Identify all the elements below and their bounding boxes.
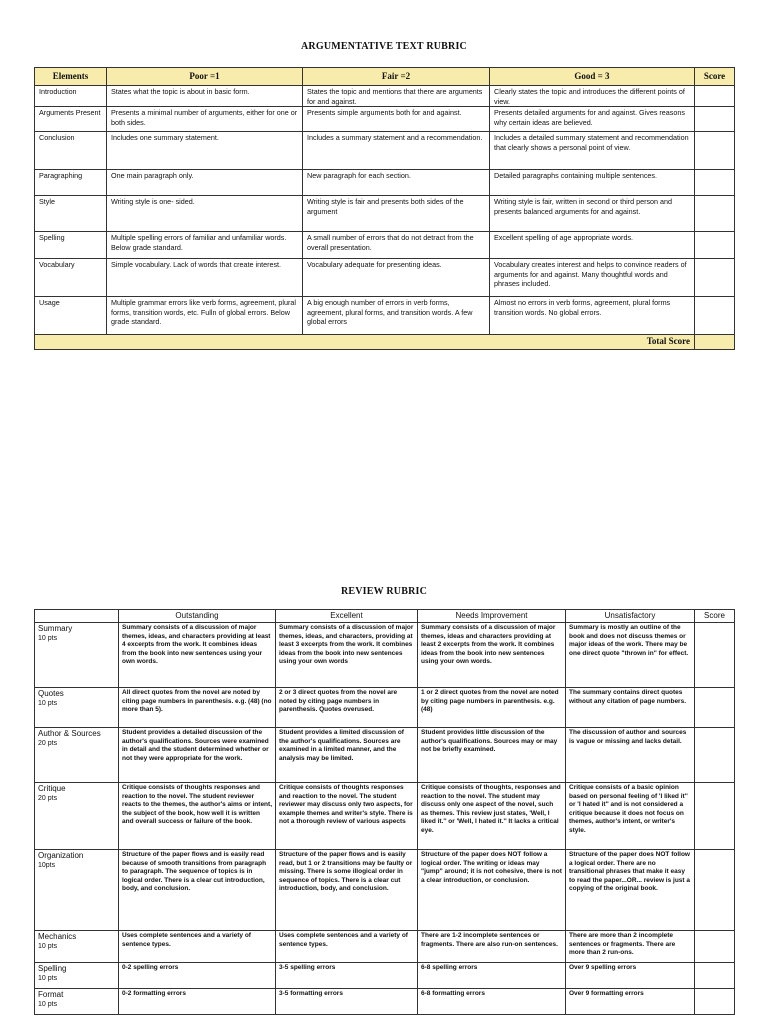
table-row [35, 132, 735, 170]
poor-cell: Multiple grammar errors like verb forms, agreement, plural forms, transition words, etc. Fulln of global errors. Below grade standard. [107, 297, 303, 335]
fair-cell: A big enough number of errors in verb forms, agreement, plural forms, and transition words. A few global errors [303, 297, 490, 335]
criterion-name: Spelling [38, 964, 67, 973]
header-outstanding: Outstanding [119, 610, 276, 623]
criterion-name: Critique [38, 784, 66, 793]
table-row [35, 86, 735, 107]
score-cell[interactable] [695, 232, 735, 259]
fair-cell: Vocabulary adequate for presenting ideas. [303, 259, 490, 297]
score-cell[interactable] [695, 728, 735, 783]
outstanding-cell: Uses complete sentences and a variety of sentence types. [119, 931, 276, 963]
criterion-points: 10 pts [38, 635, 58, 642]
table-row [35, 623, 735, 688]
score-cell[interactable] [695, 989, 735, 1015]
table-row [35, 989, 735, 1015]
criterion-points: 10 pts [38, 700, 58, 707]
criterion-name: Quotes [38, 689, 64, 698]
score-cell[interactable] [695, 783, 735, 850]
table-row [35, 728, 735, 783]
criterion-points: 10 pts [38, 975, 58, 982]
table-row [35, 107, 735, 132]
unsatisfactory-cell: There are more than 2 incomplete sentences or fragments. There are more than 2 run-ons. [566, 931, 695, 963]
element-cell: Conclusion [35, 132, 107, 170]
score-cell[interactable] [695, 963, 735, 989]
score-cell[interactable] [695, 623, 735, 688]
criterion-points: 20 pts [38, 795, 58, 802]
score-cell[interactable] [695, 259, 735, 297]
header-poor: Poor =1 [107, 68, 303, 86]
header-criterion [35, 610, 119, 623]
excellent-cell: 3-5 formatting errors [276, 989, 418, 1015]
table-header-row [35, 68, 735, 86]
criterion-cell [35, 728, 119, 783]
poor-cell: Simple vocabulary. Lack of words that create interest. [107, 259, 303, 297]
excellent-cell: 3-5 spelling errors [276, 963, 418, 989]
score-cell[interactable] [695, 170, 735, 196]
criterion-name: Summary [38, 624, 73, 633]
criterion-cell [35, 850, 119, 931]
unsatisfactory-cell: Over 9 spelling errors [566, 963, 695, 989]
score-cell[interactable] [695, 196, 735, 232]
criterion-points: 10pts [38, 862, 56, 869]
unsatisfactory-cell: The discussion of author and sources is vague or missing and lacks detail. [566, 728, 695, 783]
needs-improvement-cell: Summary consists of a discussion of major themes, ideas and characters providing at least 2 excerpts from the work. It combines ideas from the book into new sentences using your own words. [418, 623, 566, 688]
header-excellent: Excellent [276, 610, 418, 623]
argumentative-rubric-table [34, 67, 735, 350]
good-cell: Writing style is fair, written in second or third person and presents balanced arguments for and against. [490, 196, 695, 232]
criterion-cell [35, 931, 119, 963]
criterion-cell [35, 963, 119, 989]
outstanding-cell: All direct quotes from the novel are noted by citing page numbers in parenthesis. e.g. (48) (no more than 5). [119, 688, 276, 728]
criterion-points: 20 pts [38, 740, 58, 747]
criterion-points: 10 pts [38, 943, 58, 950]
score-cell[interactable] [695, 132, 735, 170]
good-cell: Excellent spelling of age appropriate words. [490, 232, 695, 259]
table-row [35, 259, 735, 297]
needs-improvement-cell: 1 or 2 direct quotes from the novel are noted by citing page numbers in parenthesis. e.g. (48) [418, 688, 566, 728]
needs-improvement-cell: 6-8 spelling errors [418, 963, 566, 989]
unsatisfactory-cell: Structure of the paper does NOT follow a logical order. There are no transitional phrases that make it easy to read the paper...OR... review is just a copying of the original book. [566, 850, 695, 931]
needs-improvement-cell: There are 1-2 incomplete sentences or fragments. There are also run-on sentences. [418, 931, 566, 963]
header-fair: Fair =2 [303, 68, 490, 86]
element-cell: Spelling [35, 232, 107, 259]
unsatisfactory-cell: The summary contains direct quotes without any citation of page numbers. [566, 688, 695, 728]
fair-cell: Includes a summary statement and a recommendation. [303, 132, 490, 170]
criterion-name: Organization [38, 851, 84, 860]
criterion-cell [35, 623, 119, 688]
excellent-cell: Summary consists of a discussion of major themes, ideas, and characters, providing at least 3 excerpts from the work. It combines ideas from the book into new sentences using your own words [276, 623, 418, 688]
good-cell: Includes a detailed summary statement and recommendation that clearly shows a personal point of view. [490, 132, 695, 170]
criterion-name: Author & Sources [38, 729, 101, 738]
poor-cell: Includes one summary statement. [107, 132, 303, 170]
outstanding-cell: 0-2 formatting errors [119, 989, 276, 1015]
criterion-points: 10 pts [38, 1001, 58, 1008]
criterion-cell [35, 989, 119, 1015]
good-cell: Presents detailed arguments for and against. Gives reasons why certain ideas are believed. [490, 107, 695, 132]
outstanding-cell: 0-2 spelling errors [119, 963, 276, 989]
argumentative-rubric-title: ARGUMENTATIVE TEXT RUBRIC [301, 41, 467, 52]
table-header-row [35, 610, 735, 623]
needs-improvement-cell: Critique consists of thoughts, responses and reaction to the novel. The student may discuss only one aspect of the novel, such as themes. This review just states, 'Well, I liked it.'' or 'Well, I hated it.'' It lacks a critical eye. [418, 783, 566, 850]
table-row [35, 232, 735, 259]
unsatisfactory-cell: Over 9 formatting errors [566, 989, 695, 1015]
element-cell: Arguments Present [35, 107, 107, 132]
criterion-cell [35, 688, 119, 728]
score-cell[interactable] [695, 297, 735, 335]
table-row [35, 783, 735, 850]
element-cell: Introduction [35, 86, 107, 107]
unsatisfactory-cell: Summary is mostly an outline of the book and does not discuss themes or major ideas of the work. There may be one direct quote "thrown in" for effect. [566, 623, 695, 688]
total-score-cell[interactable] [695, 335, 735, 350]
table-row [35, 196, 735, 232]
fair-cell: States the topic and mentions that there are arguments for and against. [303, 86, 490, 107]
outstanding-cell: Student provides a detailed discussion of the author's qualifications. Sources were examined in detail and the student determined whether or not they were appropriate for the work. [119, 728, 276, 783]
excellent-cell: 2 or 3 direct quotes from the novel are noted by citing page numbers in parenthesis. Quotes overused. [276, 688, 418, 728]
unsatisfactory-cell: Critique consists of a basic opinion based on personal feeling of 'I liked it'' or 'I hated it'' and is not considered a critique because it does not focus on themes, author's intent, or writer's style. [566, 783, 695, 850]
criterion-cell [35, 783, 119, 850]
score-cell[interactable] [695, 850, 735, 931]
excellent-cell: Student provides a limited discussion of the author's qualifications. Sources are examined in a limited manner, and the analysis may be limited. [276, 728, 418, 783]
fair-cell: A small number of errors that do not detract from the overall presentation. [303, 232, 490, 259]
header-score: Score [695, 610, 735, 623]
element-cell: Usage [35, 297, 107, 335]
fair-cell: Writing style is fair and presents both sides of the argument [303, 196, 490, 232]
header-good: Good = 3 [490, 68, 695, 86]
total-score-label: Total Score [35, 335, 695, 350]
criterion-name: Format [38, 990, 64, 999]
needs-improvement-cell: Structure of the paper does NOT follow a logical order. The writing or ideas may "jump" around; it is not cohesive, there is not a clear introduction, or conclusion. [418, 850, 566, 931]
needs-improvement-cell: Student provides little discussion of the author's qualifications. Sources may or may not be briefly examined. [418, 728, 566, 783]
excellent-cell: Critique consists of thoughts responses and reaction to the novel. The student reviewer may discuss only two aspects, for example themes and writer's style. There is not a thorough review of various aspects [276, 783, 418, 850]
poor-cell: One main paragraph only. [107, 170, 303, 196]
poor-cell: States what the topic is about in basic form. [107, 86, 303, 107]
table-row [35, 688, 735, 728]
review-rubric-title: REVIEW RUBRIC [340, 586, 428, 597]
outstanding-cell: Critique consists of thoughts responses and reaction to the novel. The student reviewer reacts to the themes, the author's aims or intent, the subject of the book, how well it is written and overall success or failure of the book. [119, 783, 276, 850]
needs-improvement-cell: 6-8 formatting errors [418, 989, 566, 1015]
criterion-name: Mechanics [38, 932, 77, 941]
element-cell: Paragraphing [35, 170, 107, 196]
good-cell: Almost no errors in verb forms, agreement, plural forms transition words. No global errors. [490, 297, 695, 335]
total-score-row [35, 335, 735, 350]
poor-cell: Multiple spelling errors of familiar and unfamiliar words. Below grade standard. [107, 232, 303, 259]
excellent-cell: Uses complete sentences and a variety of sentence types. [276, 931, 418, 963]
score-cell[interactable] [695, 107, 735, 132]
element-cell: Style [35, 196, 107, 232]
score-cell[interactable] [695, 931, 735, 963]
review-rubric-table [34, 609, 735, 1015]
score-cell[interactable] [695, 688, 735, 728]
table-row [35, 850, 735, 931]
fair-cell: Presents simple arguments both for and against. [303, 107, 490, 132]
poor-cell: Presents a minimal number of arguments, either for one or both sides. [107, 107, 303, 132]
poor-cell: Writing style is one- sided. [107, 196, 303, 232]
header-elements: Elements [35, 68, 107, 86]
fair-cell: New paragraph for each section. [303, 170, 490, 196]
good-cell: Clearly states the topic and introduces the different points of view. [490, 86, 695, 107]
element-cell: Vocabulary [35, 259, 107, 297]
header-unsatisfactory: Unsatisfactory [566, 610, 695, 623]
excellent-cell: Structure of the paper flows and is easily read, but 1 or 2 transitions may be faulty or missing. There is some illogical order in sequence of topics. There is a clear cut introduction, body, and conclusion. [276, 850, 418, 931]
good-cell: Vocabulary creates interest and helps to convince readers of arguments for and against. Many thoughtful words and phrases included. [490, 259, 695, 297]
table-row [35, 931, 735, 963]
table-row [35, 963, 735, 989]
good-cell: Detailed paragraphs containing multiple sentences. [490, 170, 695, 196]
table-row [35, 297, 735, 335]
header-score: Score [695, 68, 735, 86]
outstanding-cell: Summary consists of a discussion of major themes, ideas, and characters providing at least 4 excerpts from the work. It combines ideas from the book into new sentences using your own words. [119, 623, 276, 688]
score-cell[interactable] [695, 86, 735, 107]
outstanding-cell: Structure of the paper flows and is easily read because of smooth transitions from paragraph to paragraph. The sequence of topics is in logical order. There is a clear cut introduction, body, and conclusion. [119, 850, 276, 931]
header-needs-improvement: Needs Improvement [418, 610, 566, 623]
table-row [35, 170, 735, 196]
